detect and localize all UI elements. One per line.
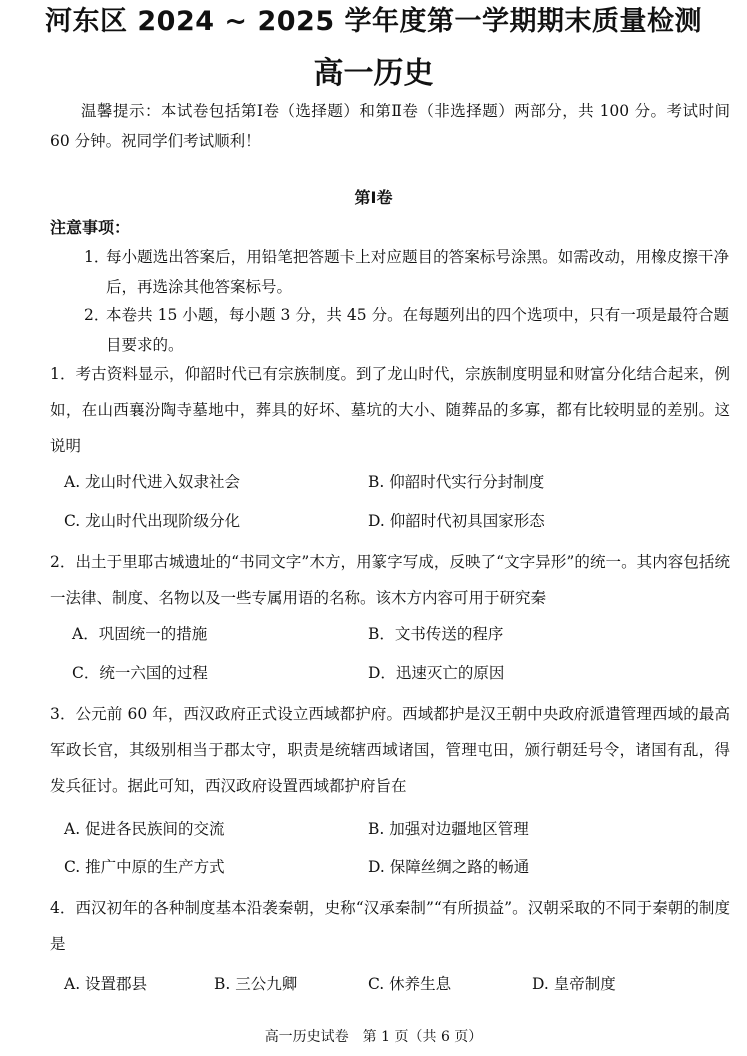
note-number: 2． bbox=[84, 306, 110, 324]
section-title: 第Ⅰ卷 bbox=[354, 188, 393, 207]
question-3-option-c: C. 推广中原的生产方式 bbox=[64, 858, 225, 876]
question-2-option-b: B．文书传送的程序 bbox=[368, 625, 504, 643]
question-1-option-a: A. 龙山时代进入奴隶社会 bbox=[64, 473, 241, 491]
exam-title: 河东区 2024 ~ 2025 学年度第一学期期末质量检测 bbox=[44, 6, 702, 37]
exam-tip: 温馨提示：本试卷包括第Ⅰ卷（选择题）和第Ⅱ卷（非选择题）两部分，共 100 分。考试时间 60 分钟。祝同学们考试顺利！ bbox=[50, 102, 730, 150]
note-item bbox=[84, 242, 729, 302]
page-footer: 高一历史试卷 第 1 页（共 6 页） bbox=[264, 1029, 483, 1045]
notes-heading: 注意事项： bbox=[50, 218, 131, 237]
question-4-stem: 4．西汉初年的各种制度基本沿袭秦朝，史称“汉承秦制”“有所损益”。汉朝采取的不同于秦朝的制度是 bbox=[50, 899, 730, 953]
question-4-option-c: C. 休养生息 bbox=[368, 975, 452, 993]
question-1-stem: 1．考古资料显示，仰韶时代已有宗族制度。到了龙山时代，宗族制度明显和财富分化结合起来，例如，在山西襄汾陶寺墓地中，葬具的好坏、墓坑的大小、随葬品的多寡，都有比较明显的差别。这说明 bbox=[50, 365, 730, 455]
question-1-option-d: D. 仰韶时代初具国家形态 bbox=[368, 512, 545, 530]
note-text: 每小题选出答案后，用铅笔把答题卡上对应题目的答案标号涂黑。如需改动，用橡皮擦干净后，再选涂其他答案标号。 bbox=[106, 248, 729, 296]
note-number: 1． bbox=[84, 248, 110, 266]
question-2-option-a: A．巩固统一的措施 bbox=[72, 625, 208, 643]
question-1-option-b: B. 仰韶时代实行分封制度 bbox=[368, 473, 545, 491]
question-4-option-a: A. 设置郡县 bbox=[64, 975, 148, 993]
question-3-option-b: B. 加强对边疆地区管理 bbox=[368, 820, 529, 838]
question-3-stem: 3．公元前 60 年，西汉政府正式设立西域都护府。西域都护是汉王朝中央政府派遣管理西域的最高军政长官，其级别相当于郡太守，职责是统辖西域诸国，管理屯田，颁行朝廷号令，诸国有乱，得发兵征讨。据此可知，西汉政府设置西域都护府旨在 bbox=[50, 705, 730, 795]
question-4-option-d: D. 皇帝制度 bbox=[532, 975, 616, 993]
question-3-option-d: D. 保障丝绸之路的畅通 bbox=[368, 858, 530, 876]
question-2-option-c: C．统一六国的过程 bbox=[72, 664, 208, 682]
question-2-option-d: D．迅速灭亡的原因 bbox=[368, 664, 505, 682]
question-2-stem: 2．出土于里耶古城遗址的“书同文字”木方，用篆字写成，反映了“文字异形”的统一。其内容包括统一法律、制度、名物以及一些专属用语的名称。该木方内容可用于研究秦 bbox=[50, 553, 730, 607]
note-text: 本卷共 15 小题，每小题 3 分，共 45 分。在每题列出的四个选项中，只有一项是最符合题目要求的。 bbox=[106, 306, 729, 354]
note-item bbox=[84, 300, 729, 360]
question-1-option-c: C. 龙山时代出现阶级分化 bbox=[64, 512, 241, 530]
question-4-option-b: B. 三公九卿 bbox=[214, 975, 298, 993]
subject-title: 高一历史 bbox=[313, 56, 434, 91]
question-3-option-a: A. 促进各民族间的交流 bbox=[64, 820, 225, 838]
